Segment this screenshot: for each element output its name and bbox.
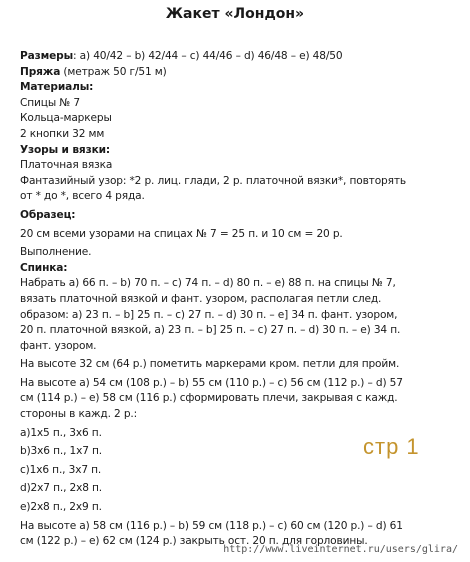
gauge-line: 20 см всеми узорами на спицах № 7 = 25 п. и 10 см = 20 р. — [20, 227, 343, 240]
yarn-label: Пряжа — [20, 65, 61, 78]
back-heading: Спинка: — [20, 261, 68, 274]
shoulder-step: е)2х8 п., 2х9 п. — [20, 501, 102, 514]
page-number-label: стр 1 — [363, 434, 420, 459]
gauge-heading: Образец: — [20, 208, 76, 221]
armhole-line: На высоте 32 см (64 р.) пометить маркерами кром. петли для пройм. — [20, 358, 400, 371]
shoulder-line: стороны в кажд. 2 р.: — [20, 408, 138, 421]
patterns-item: от * до *, всего 4 ряда. — [20, 190, 145, 203]
shoulder-step: b)3х6 п., 1х7 п. — [20, 445, 103, 458]
patterns-heading: Узоры и вязки: — [20, 143, 110, 156]
shoulder-step: d)2х7 п., 2х8 п. — [20, 482, 103, 495]
page-title: Жакет «Лондон» — [165, 6, 305, 22]
back-line: фант. узором. — [20, 339, 97, 352]
sizes-text: : а) 40/42 – b) 42/44 – с) 44/46 – d) 46/48 – е) 48/50 — [73, 50, 343, 62]
back-line: вязать платочной вязкой и фант. узором, располагая петли след. — [20, 292, 382, 305]
materials-item: Кольца-маркеры — [20, 112, 112, 125]
gauge-line: Выполнение. — [20, 246, 92, 259]
materials-item: Спицы № 7 — [20, 96, 80, 109]
back-line: образом: а) 23 п. – b] 25 п. – с) 27 п. – d) 30 п. – е] 34 п. фант. узором, — [20, 308, 398, 321]
sizes-line — [20, 49, 464, 65]
sizes-label: Размеры — [20, 50, 74, 62]
shoulder-step: с)1х6 п., 3х7 п. — [20, 463, 102, 476]
patterns-item: Фантазийный узор: *2 р. лиц. глади, 2 р. платочной вязки*, повторять — [20, 174, 406, 187]
back-line: 20 п. платочной вязкой, а) 23 п. – b] 25 п. – с) 27 п. – d) 30 п. – е) 34 п. — [20, 324, 401, 337]
materials-item: 2 кнопки 32 мм — [20, 127, 105, 140]
materials-heading: Материалы: — [20, 81, 94, 94]
yarn-line — [20, 65, 464, 81]
shoulder-line: На высоте а) 54 см (108 р.) – b) 55 см (110 р.) – с) 56 см (112 р.) – d) 57 — [20, 376, 403, 389]
neck-line: На высоте а) 58 см (116 р.) – b) 59 см (118 р.) – с) 60 см (120 р.) – d) 61 — [20, 519, 403, 532]
pattern-text — [20, 49, 464, 550]
shoulder-line: см (114 р.) – е) 58 см (116 р.) сформировать плечи, закрывая с кажд. — [20, 392, 398, 405]
patterns-item: Платочная вязка — [20, 159, 113, 172]
shoulder-step: а)1х5 п., 3х6 п. — [20, 426, 102, 439]
watermark-url: http://www.liveinternet.ru/users/glira/ — [223, 544, 458, 555]
yarn-text: (метраж 50 г/51 м) — [60, 65, 167, 78]
neck-line: см (122 р.) – е) 62 см (124 р.) закрыть ост. 20 п. для горловины. — [20, 535, 368, 548]
back-line: Набрать а) 66 п. – b) 70 п. – с) 74 п. – d) 80 п. – е) 88 п. на спицы № 7, — [20, 277, 396, 290]
